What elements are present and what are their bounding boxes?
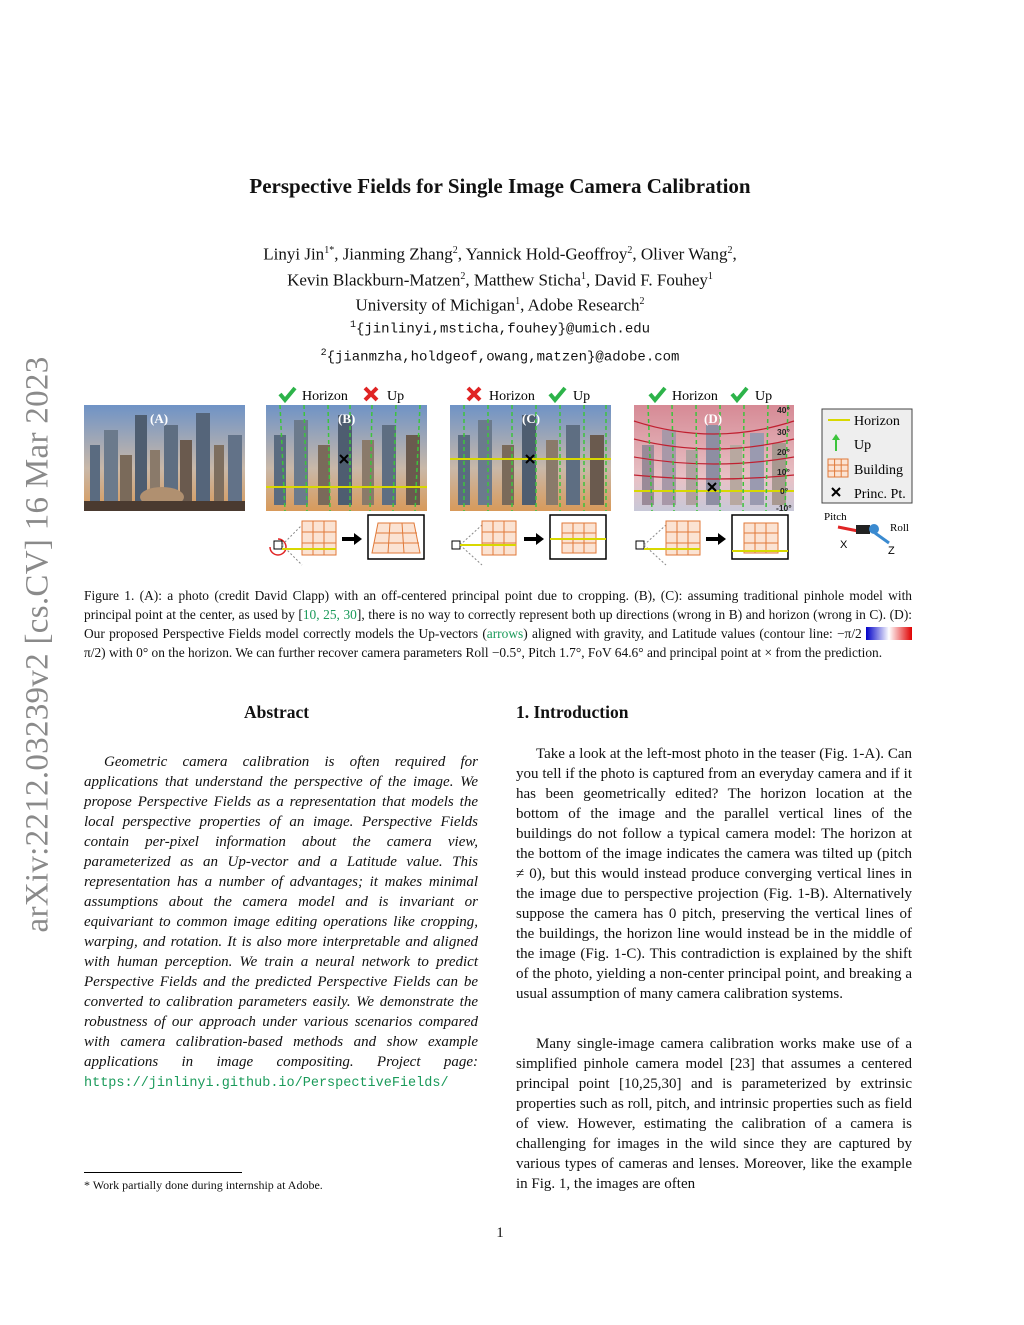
legend-principal-point: Princ. Pt. xyxy=(854,487,906,502)
panel-d-image xyxy=(634,405,794,513)
footnote-rule xyxy=(84,1172,242,1173)
horizon-label: Horizon xyxy=(302,389,348,404)
panel-c-header xyxy=(468,388,590,404)
panel-d-header xyxy=(650,388,772,404)
teaser-figure xyxy=(80,385,920,580)
panel-a-label: (A) xyxy=(150,411,169,426)
author-block xyxy=(0,240,1000,317)
lat-tick: 40° xyxy=(777,405,790,415)
legend-up: Up xyxy=(854,438,872,453)
legend-building: Building xyxy=(854,463,904,478)
intro-paragraph-1 xyxy=(516,744,912,1004)
panel-c-diagram xyxy=(452,515,606,565)
lat-tick: 0° xyxy=(780,486,789,496)
check-icon xyxy=(550,388,565,400)
project-page-link[interactable]: https://jinlinyi.github.io/PerspectiveFields/ xyxy=(84,1076,449,1091)
email-block xyxy=(0,314,1000,369)
abstract-text: Geometric camera calibration is often required for applications that understand the perspective of the image. We propose Perspective Fields as a representation that models the local perspective properties of an image. Perspective Fields contain per-pixel information about the camera view, parameterized as an Up-vector and a Latitude value. This representation has a number of advantages; it makes minimal assumptions about the camera model and is invariant or equivariant to common image editing operations like cropping, warping, and rotation. It is also more interpretable and aligned with human perception. We train a neural network to predict Perspective Fields and the predicted Perspective Fields can be converted to calibration parameters easily. We demonstrate the robustness of our approach under various scenarios compared with camera calibration-based methods and show example applications in image compositing. Project page: xyxy=(84,754,478,1070)
author-line-2: Kevin Blackburn-Matzen$^2$, Matthew Sticha$^1$, David F. Fouhey$^1$ xyxy=(287,270,713,290)
cross-icon xyxy=(365,388,377,400)
panel-a-photo xyxy=(84,405,245,511)
lat-tick: 20° xyxy=(777,447,790,457)
caption-text: π/2) with 0° on the horizon. We can further recover camera parameters Roll −0.5°, Pitch 1.7°, FoV 64.6° and principal point at × from the prediction. xyxy=(84,645,883,660)
up-label: Up xyxy=(755,389,773,404)
email-line-1: $^1${jinlinyi,msticha,fouhey}@umich.edu xyxy=(349,320,651,338)
figure-legend xyxy=(822,409,912,503)
caption-text: ) aligned with gravity, and Latitude values (contour line: −π/2 xyxy=(523,626,866,641)
paper-title: Perspective Fields for Single Image Camera Calibration xyxy=(249,174,751,198)
email-line-2: $^2${jianmzha,holdgeof,owang,matzen}@adobe.com xyxy=(320,347,680,366)
panel-b-image xyxy=(266,405,427,511)
check-icon xyxy=(280,388,295,400)
check-icon xyxy=(732,388,747,400)
check-icon xyxy=(650,388,665,400)
figure-caption xyxy=(84,586,912,662)
intro-paragraph-2 xyxy=(516,1034,912,1194)
introduction-heading: 1. Introduction xyxy=(516,702,629,722)
panel-b-diagram xyxy=(270,515,424,565)
intro-text: Take a look at the left-most photo in the teaser (Fig. 1-A). Can you tell if the photo is captured from an everyday camera and if it has been geometrically edited? The horizon location at the bottom of the image and the parallel vertical lines of the buildings do not follow a typical camera model: The horizon at the bottom of the image indicates the camera was tilted up (pitch ≠ 0), but this would instead produce converging vertical lines in the image due to perspective projection (Fig. 1-B). Alternatively suppose the camera has 0 pitch, preserving the vertical lines of the buildings, the horizon line would instead be in the middle of the image (Fig. 1-C). This contradiction is explained by the shift of the photo, yielding a non-center principal point, and breaking a usual assumption of many camera calibration systems. xyxy=(516,746,912,1002)
lat-tick: 10° xyxy=(777,467,790,477)
caption-citations[interactable]: 10, 25, 30 xyxy=(302,607,357,622)
panel-c-image xyxy=(450,405,611,511)
author-line-1: Linyi Jin$^{1*}$, Jianming Zhang$^2$, Yannick Hold-Geoffroy$^2$, Oliver Wang$^2$, xyxy=(263,244,737,264)
panel-b-label: (B) xyxy=(338,411,356,426)
axis-z-label: Z xyxy=(888,545,895,557)
lat-tick: 30° xyxy=(777,427,790,437)
cross-icon xyxy=(468,388,480,400)
footnote: * Work partially done during internship at Adobe. xyxy=(84,1178,323,1192)
abstract-heading: Abstract xyxy=(244,702,310,722)
camera-axis-diagram xyxy=(824,511,909,557)
axis-pitch-label: Pitch xyxy=(824,511,847,523)
caption-text: Figure 1. (A): a photo (credit David Clapp) with an off-centered principal point due to cropping. (B), (C): assuming traditional pinhole model with principal point at the center, as used by [ xyxy=(84,588,912,622)
panel-d-diagram xyxy=(636,515,788,565)
abstract-body xyxy=(84,752,478,1094)
horizon-label: Horizon xyxy=(489,389,535,404)
up-label: Up xyxy=(387,389,405,404)
affiliation-line: University of Michigan$^1$, Adobe Research$^2$ xyxy=(355,295,645,315)
intro-text: Many single-image camera calibration works make use of a simplified pinhole camera model [23] that assumes a centered principal point [10,25,30] and is parameterized by extrinsic properties such as roll, pitch, and intrinsic properties such as field of view. However, estimating the calibration of a camera is challenging for images in the wild since they are captured by various types of cameras and lenses. Moreover, like the example in Fig. 1, the images are often xyxy=(516,1036,912,1192)
lat-tick: -10° xyxy=(776,503,792,513)
up-label: Up xyxy=(573,389,591,404)
axis-roll-label: Roll xyxy=(890,522,909,534)
horizon-label: Horizon xyxy=(672,389,718,404)
panel-c-label: (C) xyxy=(522,411,541,426)
caption-arrows-word: arrows xyxy=(486,626,524,641)
axis-x-label: X xyxy=(840,539,848,551)
page-number: 1 xyxy=(496,1225,504,1241)
building-grid-icon xyxy=(828,459,848,477)
colorbar-swatch xyxy=(866,627,912,640)
panel-d-label: (D) xyxy=(704,411,723,426)
legend-horizon: Horizon xyxy=(854,414,900,429)
arxiv-stamp: arXiv:2212.03239v2 [cs.CV] 16 Mar 2023 xyxy=(19,356,56,933)
caption-text: ], there is no way to correctly represent both up directions (wrong in B) and horizon (wrong in C). (D): Our proposed Perspective Fields model correctly models the Up-vectors ( xyxy=(84,607,912,641)
panel-b-header xyxy=(280,388,404,404)
